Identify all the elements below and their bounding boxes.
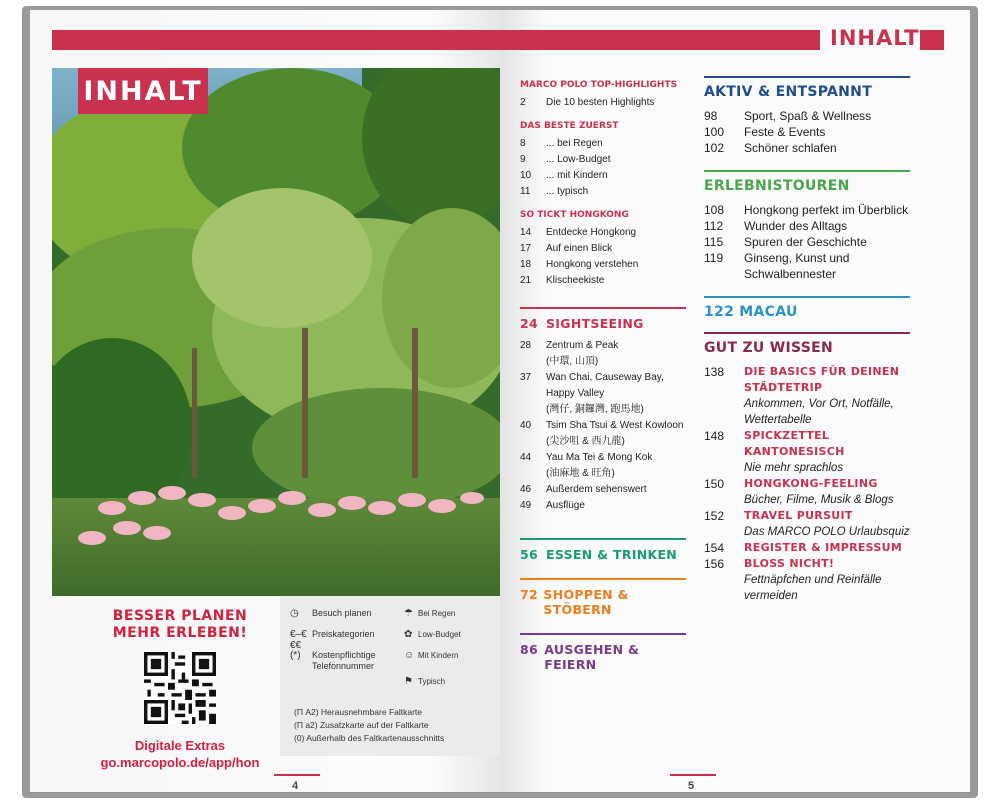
toc-page-number: 156 [704,557,725,571]
toc-entry[interactable] [704,124,910,140]
toc-page-number: 115 [704,235,724,249]
legend-row [290,650,490,676]
toc-chapter-erlebnis[interactable]: ERLEBNISTOUREN [704,170,910,194]
left-page [30,10,500,792]
toc-entry-label: SPICKZETTEL KANTONESISCH [744,429,845,458]
toc-entry-label: Entdecke Hongkong [546,227,637,238]
toc-entry[interactable] [704,250,910,282]
toc-page-number: 17 [520,243,532,254]
toc-entry[interactable] [520,338,686,354]
toc-entry[interactable] [520,434,686,450]
toc-chapter-sightseeing[interactable] [520,307,686,331]
top-stripe-tail [920,30,944,50]
toc-page-number [520,402,546,418]
toc-chapter-macau[interactable]: 122 MACAU [704,296,910,320]
toc-entry-subtitle: Nie mehr sprachlos [744,462,844,474]
toc-chapter-title: ESSEN & TRINKEN [546,547,678,562]
toc-page-number: 37 [520,372,532,383]
toc-section-title: MARCO POLO TOP-HIGHLIGHTS [520,80,678,90]
toc-entry-label: TRAVEL PURSUIT [744,509,853,522]
legend-label: Besuch planen [312,608,372,618]
legend-label: Low-Budget [418,630,461,639]
legend-row [290,629,490,650]
page-number: 5 [688,780,695,792]
toc-page-number: 21 [520,275,532,286]
legend-footer [294,706,444,745]
legend-label: Typisch [418,677,446,686]
toc-entry[interactable] [520,418,686,434]
toc-entry-label: (油麻地 & 旺角) [546,468,615,479]
toc-entry[interactable] [704,202,910,218]
toc-page-number: 18 [520,259,532,270]
toc-page-number: 49 [520,500,532,511]
toc-chapter-aktiv[interactable]: AKTIV & ENTSPANNT [704,76,910,100]
legend-symbol-icon: ☂ [404,608,413,619]
toc-chapter-number: 24 [520,316,538,331]
toc-entry-subtitle: Fettnäpfchen und Reinfälle vermeiden [744,574,882,602]
toc-entry[interactable] [520,95,686,111]
toc-page-number: 11 [520,186,531,197]
toc-page-number: 10 [520,170,532,181]
toc-chapter-number: 86 [520,642,538,657]
promo-url-link[interactable]: go.marcopolo.de/app/hon [100,755,260,770]
toc-entry-label: DIE BASICS FÜR DEINEN STÄDTETRIP [744,365,900,394]
toc-chapter-ausgehen[interactable] [520,633,686,672]
cover-photo-flamingos [52,68,500,596]
legend-row [290,608,490,629]
toc-entry-label: Auf einen Blick [546,243,613,254]
toc-entry[interactable] [520,354,686,370]
toc-entry-label: Wan Chai, Causeway Bay, Happy Valley [546,372,664,399]
toc-chapter-shoppen[interactable] [520,578,686,617]
toc-page-number: 14 [520,227,532,238]
legend-symbol-icon: €–€€€ [290,629,307,651]
legend-symbol-icon: ✿ [404,629,413,640]
legend-symbol-icon: ◷ [290,608,299,619]
toc-column-middle [520,80,686,679]
toc-chapter-number: 72 [520,587,538,602]
toc-entry[interactable] [520,273,686,289]
toc-page-number: 44 [520,452,532,463]
toc-entry[interactable] [520,152,686,168]
toc-entry-label: (灣仔, 銅鑼灣, 跑馬地) [546,404,644,415]
toc-page-number: 98 [704,109,718,123]
toc-entry-label: Außerdem sehenswert [546,484,647,495]
toc-entry[interactable] [520,136,686,152]
legend-label: Kostenpflichtige Telefonnummer [312,650,376,671]
toc-entry-label: ... typisch [546,186,589,197]
toc-page-number: 9 [520,154,526,165]
toc-page-number: 152 [704,509,725,523]
toc-entry[interactable] [520,450,686,466]
toc-chapter-title: AUSGEHEN & FEIERN [544,642,640,672]
toc-column-right [704,76,910,604]
page-number-bar [274,774,320,776]
toc-entry-label: Zentrum & Peak [546,340,619,351]
toc-section-title: SO TICKT HONGKONG [520,210,629,220]
legend-footer-line: (Π a2) Zusatzkarte auf der Faltkarte [294,720,429,730]
toc-entry[interactable] [520,241,686,257]
legend-symbol-icon: ☺ [404,650,415,661]
toc-entry-label: BLOSS NICHT! [744,557,835,570]
toc-entry-label: Tsim Sha Tsui & West Kowloon [546,420,684,431]
toc-page-number: 28 [520,340,532,351]
toc-entry[interactable] [704,234,910,250]
legend-symbol-icon: ⚑ [404,676,413,687]
toc-entry[interactable] [520,482,686,498]
toc-page-number: 119 [704,251,724,265]
legend-symbol-icon: (*) [290,650,301,661]
toc-page-number: 112 [704,219,724,233]
toc-entry-label: Sport, Spaß & Wellness [744,109,872,123]
legend-box [280,596,500,756]
legend-footer-line: (Π A2) Herausnehmbare Faltkarte [294,707,423,717]
page-header-title: INHALT [830,26,920,50]
legend-footer-line: (0) Außerhalb des Faltkartenausschnitts [294,733,445,743]
toc-chapter-title: SIGHTSEEING [546,316,644,331]
toc-entry[interactable] [704,108,910,124]
toc-entry[interactable] [520,184,686,200]
toc-entry-label: Spuren der Geschichte [744,235,867,249]
toc-entry-label: Wunder des Alltags [744,219,848,233]
spacer [520,200,686,210]
toc-entry[interactable] [520,498,686,514]
right-page [500,10,970,792]
toc-entry[interactable] [520,257,686,273]
toc-entry[interactable] [520,370,686,402]
toc-entry[interactable] [704,476,910,492]
top-stripe [500,30,820,50]
toc-chapter-number: 56 [520,547,538,562]
toc-entry-label: (中環, 山頂) [546,356,599,367]
spacer [520,289,686,299]
toc-entry-label: Hongkong perfekt im Überblick [744,203,909,217]
toc-entry-label: ... mit Kindern [546,170,608,181]
page-number-bar [670,774,716,776]
legend-label: Bei Regen [418,609,456,618]
toc-entry[interactable] [520,402,686,418]
toc-page-number: 2 [520,97,526,108]
promo-block [90,608,270,771]
toc-page-number: 102 [704,141,725,155]
toc-entry-label: Die 10 besten Highlights [546,97,655,108]
toc-entry-label: HONGKONG-FEELING [744,477,878,490]
toc-chapter-gut[interactable]: GUT ZU WISSEN [704,332,910,356]
toc-entry-subtitle: Ankommen, Vor Ort, Notfälle, Wettertabelle [744,398,894,426]
top-stripe [52,30,500,50]
toc-entry[interactable] [704,508,910,524]
toc-entry[interactable] [704,540,910,556]
toc-entry[interactable] [704,140,910,156]
toc-entry-label: ... bei Regen [546,138,603,149]
toc-entry-label: Hongkong verstehen [546,259,639,270]
toc-page-number: 138 [704,365,725,379]
legend-row [290,676,490,697]
promo-line-1: BESSER PLANEN [112,608,248,624]
qr-code-icon[interactable] [144,652,216,724]
toc-page-number: 8 [520,138,526,149]
toc-entry[interactable] [520,466,686,482]
toc-entry-label: ... Low-Budget [546,154,611,165]
toc-page-number: 154 [704,541,725,555]
toc-entry-label: Schöner schlafen [744,141,837,155]
toc-entry-label: Ausflüge [546,500,585,511]
toc-entry-label: Feste & Events [744,125,826,139]
toc-entry[interactable] [704,218,910,234]
toc-entry-label: Ginseng, Kunst und Schwalbennester [744,251,850,281]
toc-entry[interactable] [520,225,686,241]
toc-page-number [520,466,546,482]
digital-extras-label: Digitale Extras [134,738,226,753]
toc-entry[interactable] [520,168,686,184]
toc-entry-label: (尖沙咀 & 西九龍) [546,436,625,447]
toc-page-number: 150 [704,477,725,491]
toc-entry[interactable] [704,364,910,396]
legend-label: Mit Kindern [418,651,459,660]
toc-entry-label: REGISTER & IMPRESSUM [744,541,903,554]
toc-page-number: 100 [704,125,725,139]
spacer [520,111,686,121]
toc-entry-label: Yau Ma Tei & Mong Kok [546,452,653,463]
toc-page-number: 46 [520,484,532,495]
toc-entry-subtitle: Bücher, Filme, Musik & Blogs [744,494,894,506]
toc-page-number [520,434,546,450]
promo-line-2: MEHR ERLEBEN! [112,625,248,641]
toc-entry[interactable] [704,556,910,572]
toc-page-number: 40 [520,420,532,431]
toc-entry-label: Klischeekiste [546,275,605,286]
toc-page-number: 148 [704,429,725,443]
toc-entry-subtitle: Das MARCO POLO Urlaubsquiz [744,526,910,538]
page-number: 4 [292,780,299,792]
toc-section-title: DAS BESTE ZUERST [520,121,619,131]
toc-chapter-essen[interactable] [520,538,686,562]
toc-page-number: 108 [704,203,725,217]
legend-label: Preiskategorien [312,629,375,639]
toc-page-number [520,354,546,370]
toc-chapter-title: SHOPPEN & STÖBERN [543,587,629,617]
toc-entry[interactable] [704,428,910,460]
inhalt-badge: INHALT [78,68,208,114]
